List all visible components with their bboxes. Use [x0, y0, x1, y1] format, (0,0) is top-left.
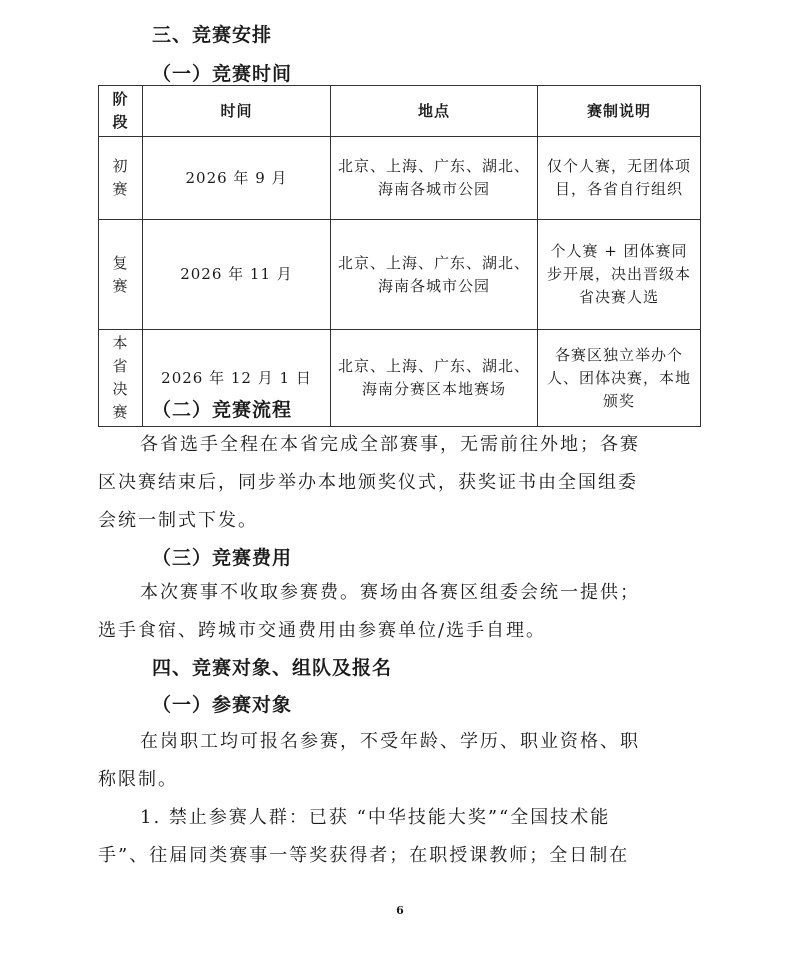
- process-paragraph-line: 各省选手全程在本省完成全部赛事，无需前往外地；各赛: [140, 434, 640, 455]
- cell-place: 北京、上海、广东、湖北、海南各城市公园: [331, 220, 538, 330]
- restriction-paragraph-line: 手”、往届同类赛事一等奖获得者；在职授课教师；全日制在: [98, 845, 630, 866]
- process-paragraph-line: 会统一制式下发。: [98, 510, 258, 531]
- eligibility-paragraph-line: 在岗职工均可报名参赛，不受年龄、学历、职业资格、职: [140, 731, 640, 752]
- cell-format: 个人赛 + 团体赛同步开展，决出晋级本省决赛人选: [538, 220, 701, 330]
- cell-stage: 本省决赛: [99, 330, 143, 427]
- subsection-competition-fees: （三）竞赛费用: [152, 547, 293, 569]
- table-row: [99, 137, 701, 220]
- restriction-paragraph-line: 1. 禁止参赛人群：已获 “中华技能大奖”“全国技术能: [140, 807, 611, 828]
- fees-paragraph-line: 本次赛事不收取参赛费。赛场由各赛区组委会统一提供；: [140, 582, 640, 603]
- cell-stage: 复赛: [99, 220, 143, 330]
- subsection-participants: （一）参赛对象: [152, 694, 293, 716]
- section-4-heading: 四、竞赛对象、组队及报名: [152, 657, 393, 679]
- header-place: 地点: [331, 86, 538, 137]
- cell-place: 北京、上海、广东、湖北、海南各城市公园: [331, 137, 538, 220]
- cell-place: 北京、上海、广东、湖北、海南分赛区本地赛场: [331, 330, 538, 427]
- fees-paragraph-line: 选手食宿、跨城市交通费用由参赛单位/选手自理。: [98, 620, 547, 641]
- section-3-heading: 三、竞赛安排: [152, 24, 273, 46]
- subsection-competition-time: （一）竞赛时间: [152, 63, 293, 85]
- schedule-table: [98, 85, 701, 427]
- cell-format: 仅个人赛，无团体项目，各省自行组织: [538, 137, 701, 220]
- subsection-competition-process: （二）竞赛流程: [152, 399, 293, 421]
- header-stage: 阶段: [99, 86, 143, 137]
- process-paragraph-line: 区决赛结束后，同步举办本地颁奖仪式，获奖证书由全国组委: [98, 472, 638, 493]
- cell-format: 各赛区独立举办个人、团体决赛，本地颁奖: [538, 330, 701, 427]
- eligibility-paragraph-line: 称限制。: [98, 769, 178, 790]
- header-format: 赛制说明: [538, 86, 701, 137]
- table-row: [99, 220, 701, 330]
- cell-time: 2026 年 12 月 1 日: [143, 330, 331, 427]
- header-time: 时间: [143, 86, 331, 137]
- cell-time: 2026 年 9 月: [143, 137, 331, 220]
- cell-stage: 初赛: [99, 137, 143, 220]
- page-number: 6: [396, 904, 404, 917]
- table-header-row: [99, 86, 701, 137]
- cell-time: 2026 年 11 月: [143, 220, 331, 330]
